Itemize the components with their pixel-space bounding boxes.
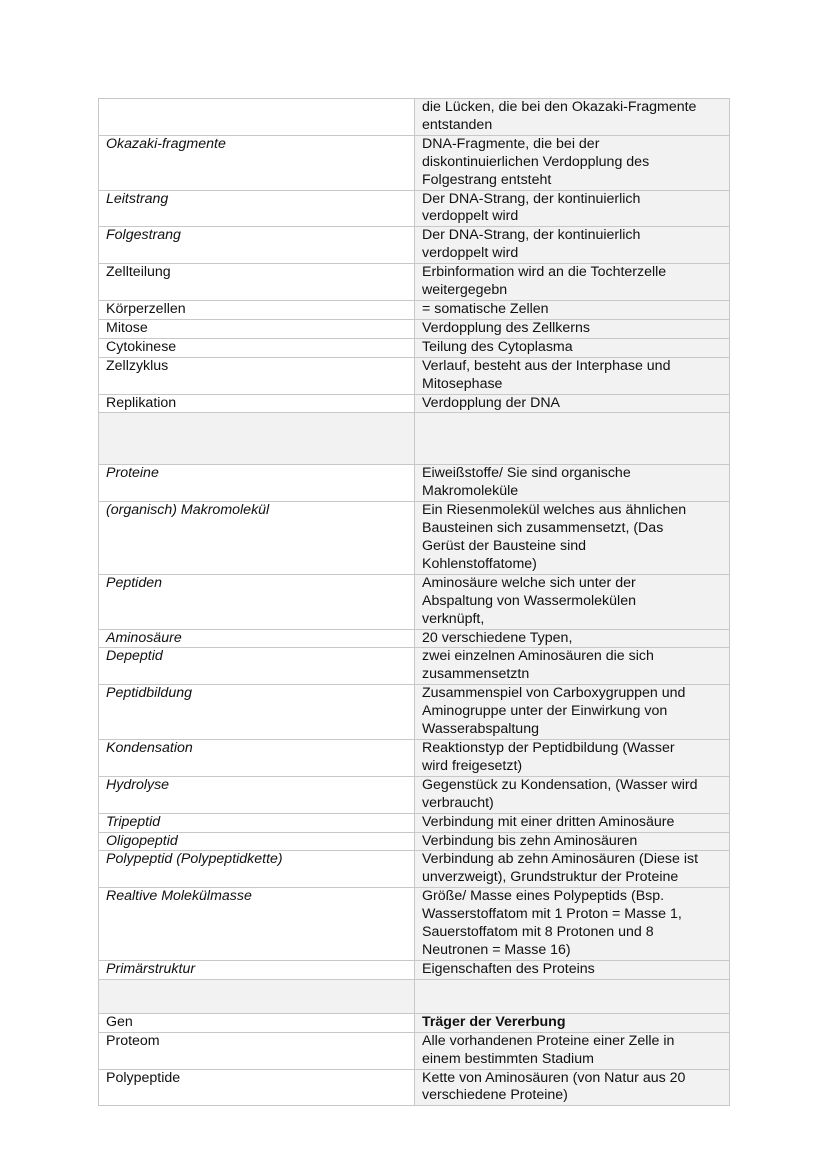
- glossary-row: [99, 135, 730, 190]
- term-cell: Gen: [99, 1013, 415, 1032]
- definition-cell: Zusammenspiel von Carboxygruppen und Aminogruppe unter der Einwirkung von Wasserabspaltung: [415, 685, 730, 740]
- term-cell: Polypeptid (Polypeptidkette): [99, 851, 415, 888]
- glossary-row: [99, 574, 730, 629]
- glossary-row: [99, 394, 730, 413]
- glossary-row: [99, 1069, 730, 1106]
- glossary-row: [99, 813, 730, 832]
- glossary-row: [99, 740, 730, 777]
- term-cell: Folgestrang: [99, 227, 415, 264]
- definition-cell: Eiweißstoffe/ Sie sind organische Makromoleküle: [415, 465, 730, 502]
- term-cell: Peptidbildung: [99, 685, 415, 740]
- term-cell: Körperzellen: [99, 300, 415, 319]
- definition-cell: Gegenstück zu Kondensation, (Wasser wird verbraucht): [415, 776, 730, 813]
- glossary-row: [99, 502, 730, 575]
- definition-cell: = somatische Zellen: [415, 300, 730, 319]
- glossary-row: [99, 776, 730, 813]
- spacer-cell-definition: [415, 413, 730, 465]
- glossary-row: [99, 465, 730, 502]
- spacer-row: [99, 979, 730, 1013]
- term-cell: Polypeptide: [99, 1069, 415, 1106]
- definition-cell: Der DNA-Strang, der kontinuierlich verdoppelt wird: [415, 190, 730, 227]
- glossary-table: [98, 98, 730, 1106]
- term-cell: Kondensation: [99, 740, 415, 777]
- term-cell: Proteom: [99, 1032, 415, 1069]
- spacer-cell-term: [99, 413, 415, 465]
- spacer-cell-term: [99, 979, 415, 1013]
- definition-cell: Eigenschaften des Proteins: [415, 960, 730, 979]
- glossary-row: [99, 832, 730, 851]
- term-cell: Cytokinese: [99, 338, 415, 357]
- glossary-row: [99, 190, 730, 227]
- glossary-row: [99, 960, 730, 979]
- glossary-row: [99, 685, 730, 740]
- term-cell: Aminosäure: [99, 629, 415, 648]
- glossary-row: [99, 300, 730, 319]
- definition-cell: Reaktionstyp der Peptidbildung (Wasser wird freigesetzt): [415, 740, 730, 777]
- glossary-body: [99, 99, 730, 1106]
- definition-cell: die Lücken, die bei den Okazaki-Fragmente entstanden: [415, 99, 730, 136]
- term-cell: Oligopeptid: [99, 832, 415, 851]
- definition-cell: Teilung des Cytoplasma: [415, 338, 730, 357]
- term-cell: Depeptid: [99, 648, 415, 685]
- definition-cell: Verdopplung der DNA: [415, 394, 730, 413]
- definition-cell: Erbinformation wird an die Tochterzelle weitergegebn: [415, 264, 730, 301]
- glossary-row: [99, 264, 730, 301]
- term-cell: Zellzyklus: [99, 357, 415, 394]
- spacer-cell-definition: [415, 979, 730, 1013]
- definition-cell: Verbindung bis zehn Aminosäuren: [415, 832, 730, 851]
- term-cell: Zellteilung: [99, 264, 415, 301]
- definition-cell: zwei einzelnen Aminosäuren die sich zusammensetztn: [415, 648, 730, 685]
- term-cell: (organisch) Makromolekül: [99, 502, 415, 575]
- definition-cell: Der DNA-Strang, der kontinuierlich verdoppelt wird: [415, 227, 730, 264]
- definition-cell: Kette von Aminosäuren (von Natur aus 20 verschiedene Proteine): [415, 1069, 730, 1106]
- term-cell: Okazaki-fragmente: [99, 135, 415, 190]
- glossary-row: [99, 888, 730, 961]
- definition-cell: 20 verschiedene Typen,: [415, 629, 730, 648]
- term-cell: Realtive Molekülmasse: [99, 888, 415, 961]
- glossary-row: [99, 629, 730, 648]
- glossary-row: [99, 338, 730, 357]
- definition-cell: Größe/ Masse eines Polypeptids (Bsp. Wasserstoffatom mit 1 Proton = Masse 1, Sauerstoffatom mit 8 Protonen und 8 Neutronen = Masse 16): [415, 888, 730, 961]
- glossary-row: [99, 1013, 730, 1032]
- glossary-row: [99, 319, 730, 338]
- glossary-row: [99, 648, 730, 685]
- term-cell: [99, 99, 415, 136]
- definition-cell: Verdopplung des Zellkerns: [415, 319, 730, 338]
- term-cell: Leitstrang: [99, 190, 415, 227]
- definition-cell: Ein Riesenmolekül welches aus ähnlichen Bausteinen sich zusammensetzt, (Das Gerüst der Bausteine sind Kohlenstoffatome): [415, 502, 730, 575]
- term-cell: Proteine: [99, 465, 415, 502]
- term-cell: Replikation: [99, 394, 415, 413]
- definition-cell: DNA-Fragmente, die bei der diskontinuierlichen Verdopplung des Folgestrang entsteht: [415, 135, 730, 190]
- term-cell: Mitose: [99, 319, 415, 338]
- term-cell: Tripeptid: [99, 813, 415, 832]
- glossary-row: [99, 227, 730, 264]
- definition-cell: Verbindung mit einer dritten Aminosäure: [415, 813, 730, 832]
- glossary-row: [99, 851, 730, 888]
- definition-cell: Alle vorhandenen Proteine einer Zelle in einem bestimmten Stadium: [415, 1032, 730, 1069]
- definition-cell: Verlauf, besteht aus der Interphase und Mitosephase: [415, 357, 730, 394]
- definition-cell: Träger der Vererbung: [415, 1013, 730, 1032]
- glossary-row: [99, 1032, 730, 1069]
- definition-cell: Aminosäure welche sich unter der Abspaltung von Wassermolekülen verknüpft,: [415, 574, 730, 629]
- spacer-row: [99, 413, 730, 465]
- term-cell: Primärstruktur: [99, 960, 415, 979]
- term-cell: Hydrolyse: [99, 776, 415, 813]
- glossary-row: [99, 99, 730, 136]
- glossary-row: [99, 357, 730, 394]
- term-cell: Peptiden: [99, 574, 415, 629]
- definition-cell: Verbindung ab zehn Aminosäuren (Diese ist unverzweigt), Grundstruktur der Proteine: [415, 851, 730, 888]
